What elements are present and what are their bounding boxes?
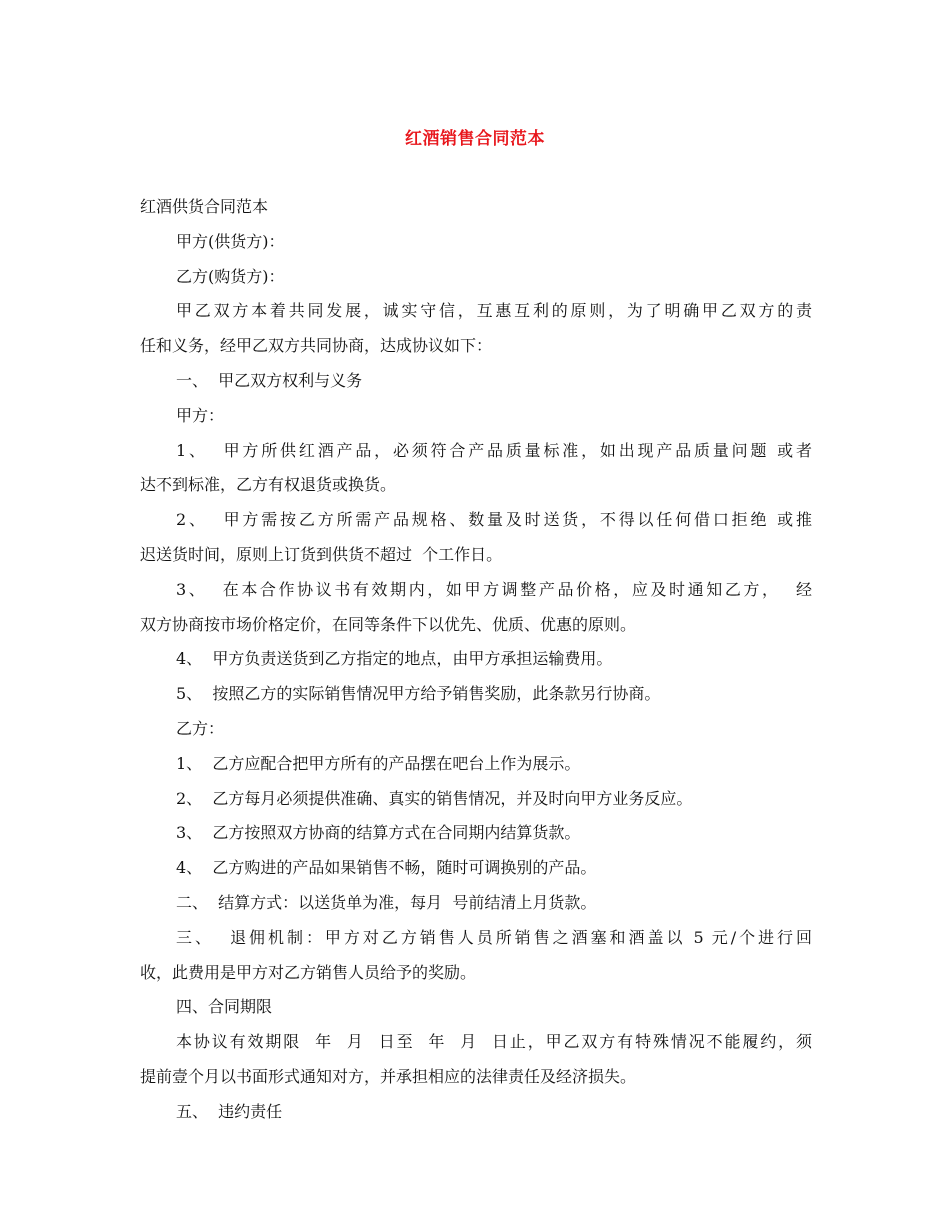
clause-line: 达不到标准，乙方有权退货或换货。 <box>140 475 397 495</box>
document-body <box>140 190 812 1130</box>
party-b-line: 乙方(购货方)： <box>176 266 285 286</box>
clause-line: 双方协商按市场价格定价，在同等条件下以优先、优质、优惠的原则。 <box>140 614 637 634</box>
section-heading: 二、 结算方式：以送货单为准，每月 号前结清上月货款。 <box>176 892 597 912</box>
clause-line: 1、 甲方所供红酒产品，必须符合产品质量标准，如出现产品质量问题 或者 <box>176 440 812 460</box>
party-heading: 乙方： <box>176 718 225 738</box>
subtitle-line: 红酒供货合同范本 <box>140 197 269 216</box>
clause-line: 3、 在本合作协议书有效期内，如甲方调整产品价格，应及时通知乙方， 经 <box>176 579 812 599</box>
section-heading: 一、 甲乙双方权利与义务 <box>176 370 363 390</box>
party-a-line: 甲方(供货方)： <box>176 231 285 251</box>
clause-line: 4、 甲方负责送货到乙方指定的地点，由甲方承担运输费用。 <box>176 649 613 669</box>
section-heading: 四、合同期限 <box>176 997 273 1017</box>
paragraph-line: 本协议有效期限 年 月 日至 年 月 日止，甲乙双方有特殊情况不能履约，须 <box>176 1032 812 1052</box>
paragraph-line: 甲乙双方本着共同发展，诚实守信，互惠互利的原则，为了明确甲乙双方的责 <box>176 301 812 321</box>
paragraph-line: 提前壹个月以书面形式通知对方，并承担相应的法律责任及经济损失。 <box>140 1066 637 1086</box>
section-heading: 五、 违约责任 <box>176 1101 283 1121</box>
paragraph-line: 收，此费用是甲方对乙方销售人员给予的奖励。 <box>140 962 477 982</box>
paragraph-line: 任和义务，经甲乙双方共同协商，达成协议如下： <box>140 336 493 356</box>
clause-line: 2、 甲方需按乙方所需产品规格、数量及时送货，不得以任何借口拒绝 或推 <box>176 510 812 530</box>
clause-line: 1、 乙方应配合把甲方所有的产品摆在吧台上作为展示。 <box>176 753 581 773</box>
clause-line: 4、 乙方购进的产品如果销售不畅，随时可调换别的产品。 <box>176 858 597 878</box>
party-heading: 甲方： <box>176 405 225 425</box>
clause-line: 迟送货时间，原则上订货到供货不超过 个工作日。 <box>140 544 503 564</box>
clause-line: 5、 按照乙方的实际销售情况甲方给予销售奖励，此条款另行协商。 <box>176 684 661 704</box>
section-heading: 三、 退佣机制：甲方对乙方销售人员所销售之酒塞和酒盖以 5 元/个进行回 <box>176 927 812 947</box>
document-title: 红酒销售合同范本 <box>405 129 545 149</box>
clause-line: 2、 乙方每月必须提供准确、真实的销售情况，并及时向甲方业务反应。 <box>176 788 693 808</box>
clause-line: 3、 乙方按照双方协商的结算方式在合同期内结算货款。 <box>176 823 581 843</box>
